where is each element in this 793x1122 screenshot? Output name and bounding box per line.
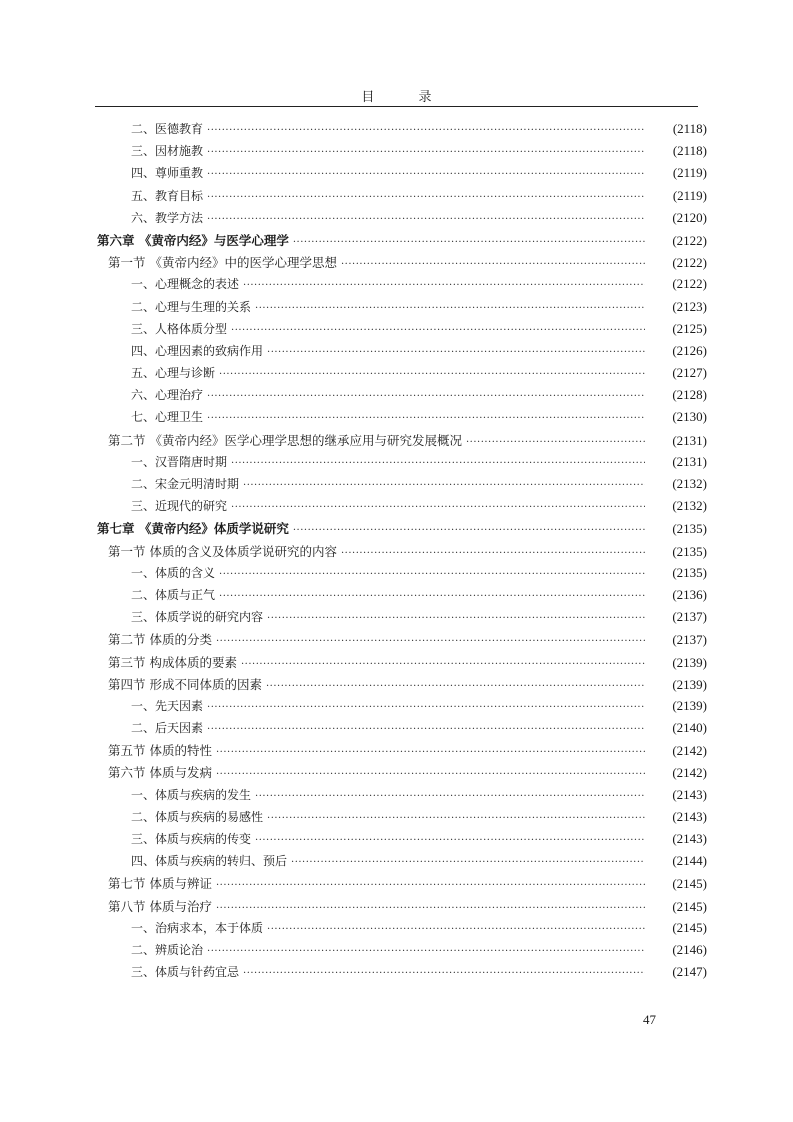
- entry-title: 四、体质与疾病的转归、预后: [131, 854, 288, 869]
- entry-title: 第一节 体质的含义及体质学说研究的内容: [108, 543, 337, 559]
- entry-title: 五、教育目标: [131, 188, 204, 203]
- entry-title: 二、体质与正气: [131, 587, 216, 602]
- dot-leader: [219, 369, 645, 380]
- entry-page-number: (2139): [672, 676, 707, 692]
- entry-page-number: (2135): [672, 543, 707, 559]
- dot-leader: [216, 636, 645, 647]
- entry-page-number: (2119): [672, 187, 707, 203]
- dot-leader: [267, 813, 645, 824]
- dot-leader: [207, 125, 645, 136]
- entry-title: 二、辨质论治: [131, 942, 204, 957]
- dot-leader: [216, 747, 645, 758]
- toc-item-entry: [95, 298, 707, 320]
- toc-item-entry: [95, 342, 707, 364]
- dot-leader: [207, 702, 645, 713]
- toc-item-entry: [95, 386, 707, 408]
- entry-title: 第五节 体质的特性: [108, 743, 212, 759]
- table-of-contents: [95, 120, 707, 985]
- toc-section-entry: [95, 253, 707, 275]
- dot-leader: [293, 237, 645, 248]
- toc-section-entry: [95, 431, 707, 453]
- entry-page-number: (2131): [672, 453, 707, 469]
- toc-item-entry: [95, 209, 707, 231]
- entry-page-number: (2145): [672, 898, 707, 914]
- entry-page-number: (2125): [672, 320, 707, 336]
- toc-item-entry: [95, 830, 707, 852]
- entry-page-number: (2126): [672, 342, 707, 358]
- entry-page-number: (2136): [672, 586, 707, 602]
- entry-title: 第八节 体质与治疗: [108, 898, 212, 914]
- entry-page-number: (2122): [672, 255, 707, 271]
- toc-item-entry: [95, 719, 707, 741]
- toc-item-entry: [95, 453, 707, 475]
- toc-item-entry: [95, 142, 707, 164]
- toc-item-entry: [95, 963, 707, 985]
- entry-page-number: (2122): [672, 232, 707, 248]
- dot-leader: [219, 591, 645, 602]
- toc-section-entry: [95, 763, 707, 785]
- entry-title: 第三节 构成体质的要素: [108, 654, 237, 670]
- entry-page-number: (2145): [672, 876, 707, 892]
- dot-leader: [216, 769, 645, 780]
- dot-leader: [231, 458, 645, 469]
- toc-item-entry: [95, 608, 707, 630]
- toc-item-entry: [95, 120, 707, 142]
- entry-page-number: (2131): [672, 432, 707, 448]
- toc-item-entry: [95, 697, 707, 719]
- entry-title: 一、先天因素: [131, 698, 204, 713]
- dot-leader: [267, 924, 645, 935]
- entry-title: 第六章 《黄帝内经》与医学心理学: [97, 232, 289, 248]
- toc-item-entry: [95, 564, 707, 586]
- entry-title: 二、宋金元明清时期: [131, 477, 240, 491]
- entry-page-number: (2135): [672, 521, 707, 537]
- entry-title: 三、体质与疾病的传变: [131, 832, 252, 846]
- entry-title: 一、汉晋隋唐时期: [131, 454, 228, 469]
- entry-page-number: (2132): [672, 476, 707, 491]
- dot-leader: [219, 569, 645, 580]
- entry-title: 第二节 《黄帝内经》医学心理学思想的继承应用与研究发展概况: [108, 432, 462, 448]
- toc-item-entry: [95, 275, 707, 297]
- dot-leader: [255, 303, 645, 314]
- entry-title: 六、教学方法: [131, 210, 204, 225]
- entry-title: 二、医德教育: [131, 122, 204, 136]
- entry-page-number: (2135): [672, 564, 707, 580]
- entry-page-number: (2120): [672, 209, 707, 225]
- entry-page-number: (2122): [672, 276, 707, 292]
- dot-leader: [231, 502, 645, 513]
- entry-title: 一、体质的含义: [131, 565, 216, 580]
- toc-item-entry: [95, 364, 707, 386]
- entry-page-number: (2137): [672, 632, 707, 648]
- toc-item-entry: [95, 497, 707, 519]
- dot-leader: [207, 147, 645, 158]
- dot-leader: [207, 214, 645, 225]
- toc-item-entry: [95, 852, 707, 874]
- entry-title: 三、因材施教: [131, 144, 204, 159]
- entry-page-number: (2137): [672, 609, 707, 625]
- dot-leader: [216, 903, 645, 914]
- entry-title: 二、心理与生理的关系: [131, 299, 252, 314]
- dot-leader: [231, 325, 645, 336]
- toc-section-entry: [95, 897, 707, 919]
- entry-page-number: (2142): [672, 743, 707, 759]
- dot-leader: [293, 525, 645, 536]
- dot-leader: [207, 192, 645, 203]
- page-number: 47: [643, 1012, 656, 1027]
- toc-section-entry: [95, 542, 707, 564]
- dot-leader: [466, 437, 645, 448]
- entry-page-number: (2139): [672, 697, 707, 713]
- entry-title: 一、体质与疾病的发生: [131, 787, 252, 802]
- dot-leader: [255, 791, 645, 802]
- toc-section-entry: [95, 874, 707, 896]
- dot-leader: [216, 880, 645, 891]
- dot-leader: [207, 946, 645, 957]
- entry-page-number: (2140): [672, 720, 707, 736]
- entry-title: 四、尊师重教: [131, 166, 204, 181]
- entry-title: 四、心理因素的致病作用: [131, 343, 264, 358]
- entry-page-number: (2119): [672, 165, 707, 181]
- dot-leader: [266, 681, 645, 692]
- toc-item-entry: [95, 475, 707, 497]
- running-header-title: 目 录: [361, 90, 452, 105]
- dot-leader: [243, 480, 645, 491]
- entry-page-number: (2143): [672, 786, 707, 802]
- dot-leader: [291, 857, 645, 868]
- toc-item-entry: [95, 320, 707, 342]
- entry-title: 第四节 形成不同体质的因素: [108, 676, 262, 692]
- entry-title: 三、体质与针药宜忌: [131, 965, 240, 980]
- entry-page-number: (2145): [672, 919, 707, 935]
- dot-leader: [207, 413, 645, 424]
- toc-chapter-entry: [95, 519, 707, 541]
- entry-page-number: (2132): [672, 498, 707, 514]
- entry-page-number: (2143): [672, 831, 707, 846]
- entry-page-number: (2139): [672, 654, 707, 670]
- entry-title: 第七章 《黄帝内经》体质学说研究: [97, 521, 289, 537]
- dot-leader: [341, 259, 645, 270]
- toc-section-entry: [95, 675, 707, 697]
- entry-page-number: (2142): [672, 765, 707, 781]
- entry-title: 第七节 体质与辨证: [108, 876, 212, 892]
- entry-page-number: (2123): [672, 298, 707, 314]
- entry-page-number: (2147): [672, 964, 707, 980]
- entry-title: 第六节 体质与发病: [108, 765, 212, 781]
- entry-page-number: (2143): [672, 808, 707, 824]
- dot-leader: [207, 724, 645, 735]
- toc-item-entry: [95, 941, 707, 963]
- entry-page-number: (2128): [672, 387, 707, 403]
- dot-leader: [255, 835, 645, 846]
- dot-leader: [267, 613, 645, 624]
- entry-title: 第一节 《黄帝内经》中的医学心理学思想: [108, 255, 337, 271]
- entry-title: 七、心理卫生: [131, 410, 204, 425]
- dot-leader: [243, 280, 645, 291]
- entry-page-number: (2146): [672, 941, 707, 957]
- toc-section-entry: [95, 741, 707, 763]
- toc-item-entry: [95, 408, 707, 430]
- entry-page-number: (2118): [672, 121, 707, 136]
- dot-leader: [241, 659, 645, 670]
- toc-chapter-entry: [95, 231, 707, 253]
- entry-title: 一、心理概念的表述: [131, 277, 240, 292]
- entry-title: 二、体质与疾病的易感性: [131, 809, 264, 824]
- entry-title: 五、心理与诊断: [131, 366, 216, 381]
- entry-title: 二、后天因素: [131, 721, 204, 736]
- entry-page-number: (2144): [672, 853, 707, 869]
- entry-title: 一、治病求本，本于体质: [131, 920, 264, 935]
- toc-item-entry: [95, 808, 707, 830]
- dot-leader: [267, 347, 645, 358]
- dot-leader: [207, 169, 645, 180]
- toc-item-entry: [95, 586, 707, 608]
- toc-item-entry: [95, 187, 707, 209]
- toc-section-entry: [95, 653, 707, 675]
- dot-leader: [243, 968, 645, 979]
- dot-leader: [207, 391, 645, 402]
- entry-page-number: (2130): [672, 409, 707, 425]
- header-rule: [95, 106, 698, 107]
- entry-title: 三、人格体质分型: [131, 321, 228, 336]
- toc-item-entry: [95, 164, 707, 186]
- entry-page-number: (2127): [672, 365, 707, 381]
- entry-title: 三、近现代的研究: [131, 499, 228, 514]
- entry-title: 六、心理治疗: [131, 388, 204, 403]
- toc-item-entry: [95, 786, 707, 808]
- entry-title: 三、体质学说的研究内容: [131, 610, 264, 625]
- toc-section-entry: [95, 630, 707, 652]
- toc-item-entry: [95, 919, 707, 941]
- dot-leader: [341, 548, 645, 559]
- entry-title: 第二节 体质的分类: [108, 632, 212, 648]
- entry-page-number: (2118): [672, 143, 707, 159]
